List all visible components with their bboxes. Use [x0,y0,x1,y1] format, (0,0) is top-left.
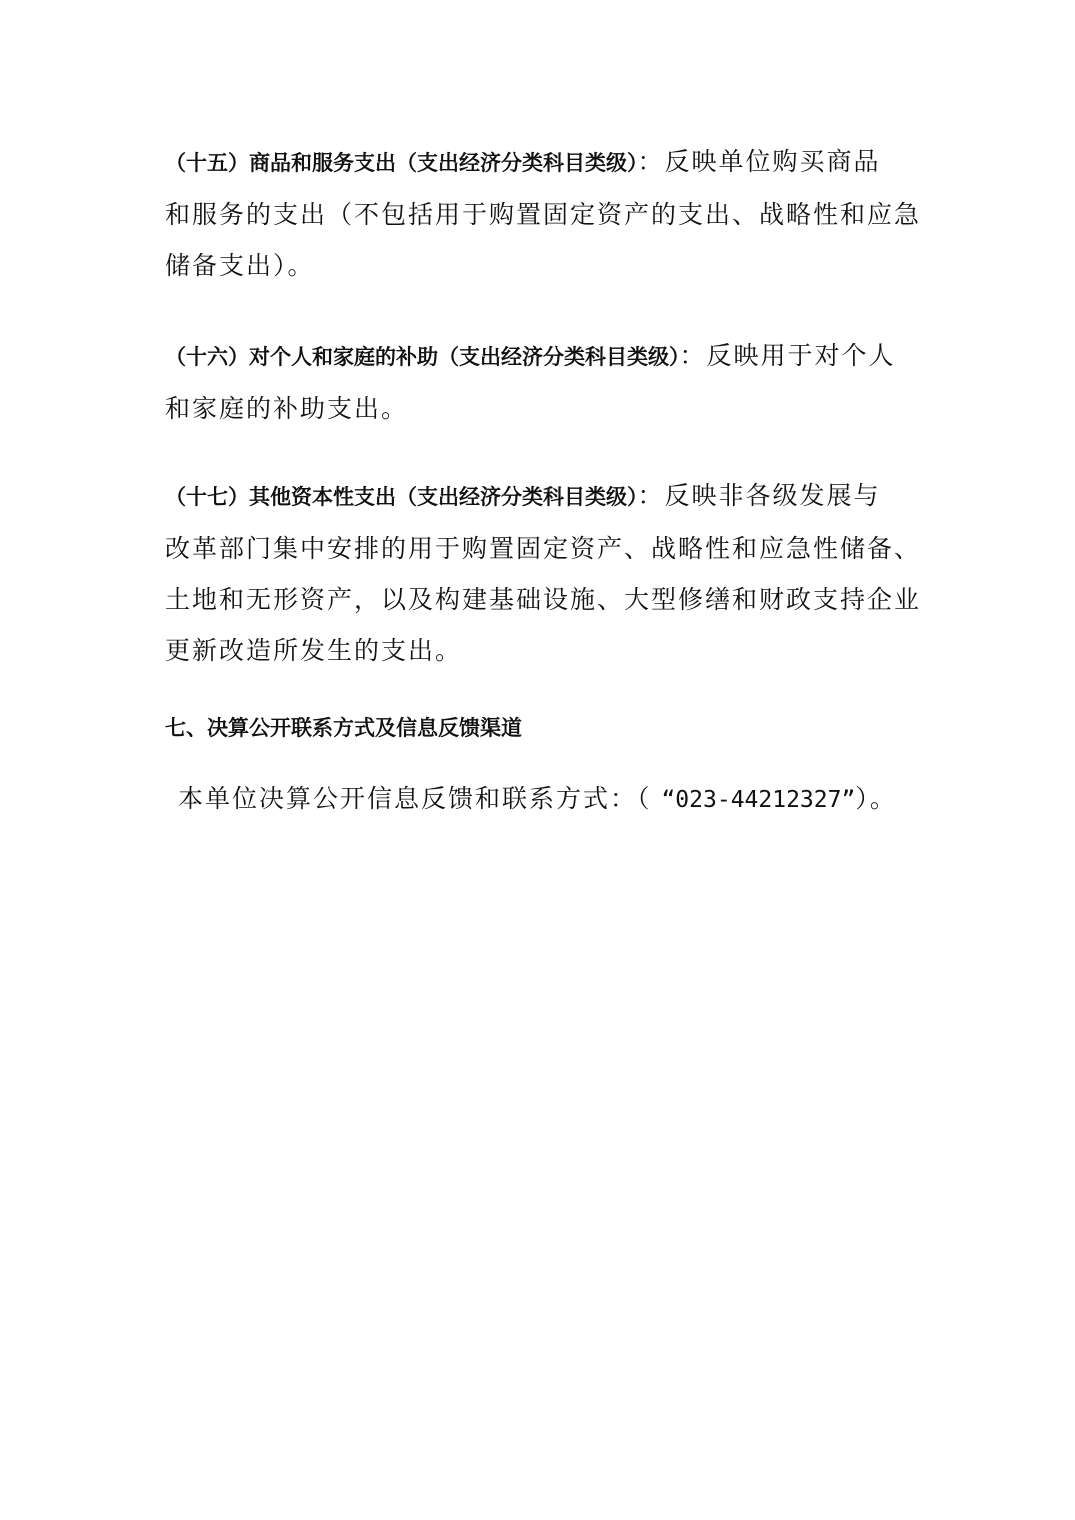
paragraph-lead: （十六）对个人和家庭的补助（支出经济分类科目类级） [165,345,680,369]
paragraph-text: ：反映用于对个人 [679,341,896,370]
paragraph-lead: （十七）其他资本性支出（支出经济分类科目类级） [165,485,638,509]
contact-prefix: 本单位决算公开信息反馈和联系方式：（ [178,784,662,813]
paragraph-text: ：反映非各级发展与 [637,481,881,510]
contact-phone: “023-44212327” [661,787,856,813]
section-heading: 七、决算公开联系方式及信息反馈渠道 [165,716,522,740]
paragraph-item-15 [165,136,922,291]
paragraph-line: 和家庭的补助支出。 [165,394,409,423]
paragraph-line: 更新改造所发生的支出。 [165,636,463,665]
paragraph-lead: （十五）商品和服务支出（支出经济分类科目类级） [165,151,638,175]
contact-suffix: ）。 [855,784,897,813]
paragraph-line: 和服务的支出（不包括用于购置固定资产的支出、战略性和应急 [165,200,922,229]
paragraph-item-17 [165,470,922,676]
paragraph-line [165,330,915,383]
paragraph-line: 储备支出）。 [165,251,315,280]
paragraph-item-16 [165,330,915,434]
contact-line [178,773,918,826]
paragraph-line: 改革部门集中安排的用于购置固定资产、战略性和应急性储备、 [165,534,922,563]
paragraph-line [165,470,915,523]
paragraph-line: 土地和无形资产，以及构建基础设施、大型修缮和财政支持企业 [165,585,922,614]
paragraph-line [165,136,915,189]
paragraph-text: ：反映单位购买商品 [637,147,881,176]
